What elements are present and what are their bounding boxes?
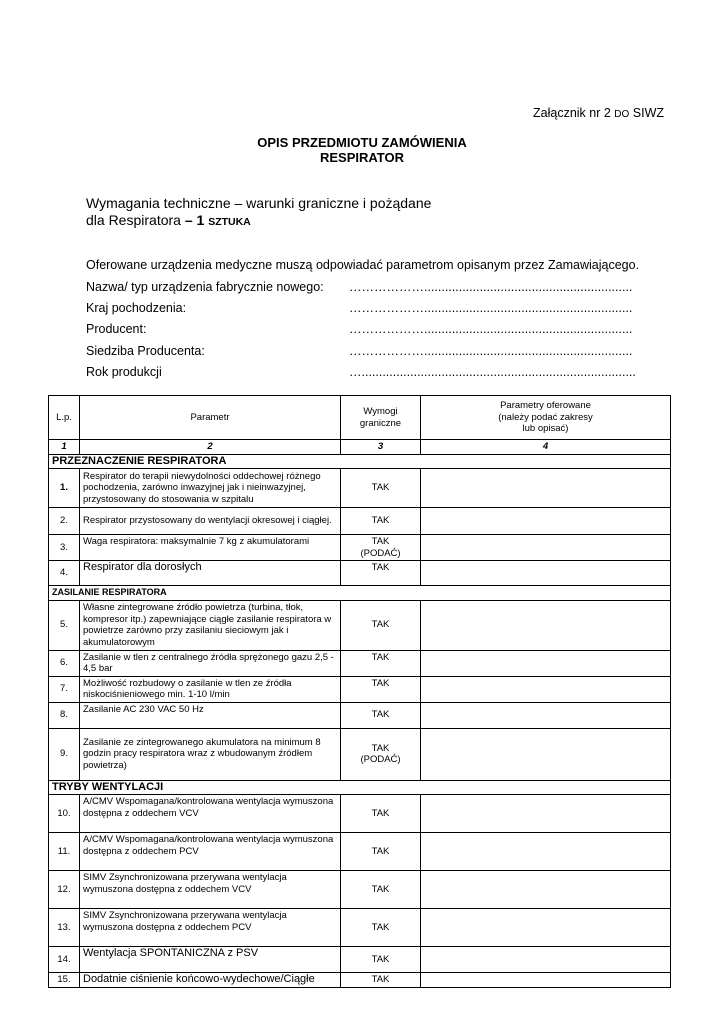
row-limit (341, 650, 421, 676)
row-limit (341, 871, 421, 909)
row-limit-value: TAK (371, 562, 390, 573)
row-limit (341, 909, 421, 947)
table-header-row (49, 396, 671, 440)
row-limit (341, 600, 421, 650)
row-limit-note: (PODAĆ) (360, 754, 401, 765)
row-lp: 12. (49, 871, 80, 909)
row-limit (341, 973, 421, 988)
row-limit (341, 833, 421, 871)
col-number-4: 4 (421, 440, 671, 455)
row-limit (341, 702, 421, 728)
row-limit (341, 676, 421, 702)
row-limit-value: TAK (371, 974, 390, 986)
row-lp: 11. (49, 833, 80, 871)
row-limit-value: TAK (371, 883, 390, 895)
row-offered-cell[interactable] (421, 973, 671, 988)
table-row (49, 600, 671, 650)
annex-do: DO (614, 109, 630, 120)
row-limit-value: TAK (371, 807, 390, 819)
row-lp: 6. (49, 650, 80, 676)
header-lp: L.p. (49, 396, 80, 440)
row-limit-note: (PODAĆ) (360, 547, 401, 559)
row-limit-value: TAK (371, 619, 390, 631)
row-limit-value: TAK (371, 677, 390, 689)
row-limit (341, 728, 421, 780)
row-param: Respirator do terapii niewydolności oddechowej różnego pochodzenia, zarówno inwazyjnej jak i nieinwazyjnej, przystosowany do stosowania w szpitalu (80, 469, 341, 508)
row-param: Respirator dla dorosłych (80, 561, 341, 586)
row-offered-cell[interactable] (421, 535, 671, 561)
specification-table (48, 395, 671, 988)
row-param: Zasilanie AC 230 VAC 50 Hz (80, 702, 341, 728)
row-lp: 13. (49, 909, 80, 947)
row-lp: 9. (49, 728, 80, 780)
table-row (49, 909, 671, 947)
table-row (49, 508, 671, 535)
row-lp: 3. (49, 535, 80, 561)
row-offered-cell[interactable] (421, 909, 671, 947)
row-limit (341, 561, 421, 586)
row-offered-cell[interactable] (421, 833, 671, 871)
table-row (49, 795, 671, 833)
section-row (49, 454, 671, 469)
field-label-name-type: Nazwa/ typ urządzenia fabrycznie nowego: (86, 280, 324, 294)
row-offered-cell[interactable] (421, 702, 671, 728)
row-param: Zasilanie w tlen z centralnego źródła sprężonego gazu 2,5 - 4,5 bar (80, 650, 341, 676)
section-title: TRYBY WENTYLACJI (49, 780, 671, 795)
row-limit-value: TAK (371, 651, 390, 663)
row-limit-value: TAK (371, 482, 390, 494)
row-limit-value: TAK (371, 536, 390, 547)
annex-suffix: SIWZ (629, 106, 664, 120)
requirements-heading (86, 195, 431, 231)
section-row (49, 586, 671, 601)
row-offered-cell[interactable] (421, 795, 671, 833)
row-param: A/CMV Wspomagana/kontrolowana wentylacja wymuszona dostępna z oddechem PCV (80, 833, 341, 871)
row-lp: 8. (49, 702, 80, 728)
offer-statement: Oferowane urządzenia medyczne muszą odpowiadać parametrom opisanym przez Zamawiającego. (86, 258, 640, 272)
requirements-line-2-prefix: dla Respiratora (86, 212, 185, 228)
row-lp: 5. (49, 600, 80, 650)
row-param: A/CMV Wspomagana/kontrolowana wentylacja wymuszona dostępna z oddechem VCV (80, 795, 341, 833)
table-row (49, 973, 671, 988)
table-row (49, 728, 671, 780)
document-title (0, 135, 724, 165)
row-offered-cell[interactable] (421, 508, 671, 535)
field-label-producer-seat: Siedziba Producenta: (86, 344, 205, 358)
row-param: Możliwość rozbudowy o zasilanie w tlen ze źródła niskociśnieniowego min. 1-10 l/min (80, 676, 341, 702)
row-limit-value: TAK (371, 515, 390, 527)
row-offered-cell[interactable] (421, 871, 671, 909)
row-offered-cell[interactable] (421, 600, 671, 650)
col-number-3: 3 (341, 440, 421, 455)
table-row (49, 871, 671, 909)
field-dots-producer[interactable]: ………………............................................................ (349, 322, 633, 336)
row-param: Wentylacja SPONTANICZNA z PSV (80, 947, 341, 973)
row-param: SIMV Zsynchronizowana przerywana wentylacja wymuszona dostępna z oddechem PCV (80, 909, 341, 947)
header-limit: Wymogi graniczne (341, 396, 421, 440)
requirements-line-2 (86, 212, 431, 231)
row-offered-cell[interactable] (421, 728, 671, 780)
field-dots-producer-seat[interactable]: ………………............................................................ (349, 344, 633, 358)
requirements-line-1: Wymagania techniczne – warunki graniczne i pożądane (86, 195, 432, 211)
section-row (49, 780, 671, 795)
row-offered-cell[interactable] (421, 947, 671, 973)
table-row (49, 833, 671, 871)
row-lp: 2. (49, 508, 80, 535)
header-offered-line-2: (należy podać zakresy (498, 411, 593, 423)
field-dots-name-type[interactable]: ………………............................................................ (349, 280, 633, 294)
row-lp: 4. (49, 561, 80, 586)
requirements-quantity: – 1 (184, 212, 209, 228)
header-offered-line-3: lub opisać) (522, 423, 569, 435)
table-row (49, 676, 671, 702)
field-label-country: Kraj pochodzenia: (86, 301, 187, 315)
section-title: ZASILANIE RESPIRATORA (49, 586, 671, 601)
row-lp: 7. (49, 676, 80, 702)
header-offered-line-1: Parametry oferowane (500, 400, 591, 412)
table-row (49, 650, 671, 676)
row-limit (341, 508, 421, 535)
row-limit-value: TAK (371, 953, 390, 965)
field-label-production-year: Rok produkcji (86, 365, 162, 379)
column-number-row (49, 440, 671, 455)
row-param: Zasilanie ze zintegrowanego akumulatora na minimum 8 godzin pracy respiratora wraz z wbudowanym źródłem powietrza) (80, 728, 341, 780)
row-limit-value: TAK (371, 921, 390, 933)
row-param: Waga respiratora: maksymalnie 7 kg z akumulatorami (80, 535, 341, 561)
row-param: Własne zintegrowane źródło powietrza (turbina, tłok, kompresor itp.) zapewniające ciągłe zasilanie respiratora w powietrze zarówno przy zasilaniu sieciowym jak i akumulatorowym (80, 600, 341, 650)
row-lp: 14. (49, 947, 80, 973)
row-lp: 15. (49, 973, 80, 988)
row-offered-cell[interactable] (421, 650, 671, 676)
row-limit-value: TAK (371, 709, 390, 721)
annex-label (533, 106, 664, 120)
table-row (49, 702, 671, 728)
requirements-unit: SZTUKA (208, 216, 251, 228)
row-offered-cell[interactable] (421, 676, 671, 702)
row-lp: 10. (49, 795, 80, 833)
row-limit (341, 795, 421, 833)
table-row (49, 947, 671, 973)
title-line-1: OPIS PRZEDMIOTU ZAMÓWIENIA (257, 135, 467, 150)
row-limit (341, 947, 421, 973)
col-number-1: 1 (49, 440, 80, 455)
table-row (49, 469, 671, 508)
field-dots-country[interactable]: ………………............................................................ (349, 301, 633, 315)
row-limit-value: TAK (371, 845, 390, 857)
row-lp: 1. (49, 469, 80, 508)
row-limit (341, 469, 421, 508)
section-title: PRZEZNACZENIE RESPIRATORA (49, 454, 671, 469)
row-param: SIMV Zsynchronizowana przerywana wentylacja wymuszona dostępna z oddechem VCV (80, 871, 341, 909)
row-offered-cell[interactable] (421, 561, 671, 586)
col-number-2: 2 (80, 440, 341, 455)
title-line-2: RESPIRATOR (319, 150, 405, 165)
annex-prefix: Załącznik nr 2 (533, 106, 615, 120)
row-offered-cell[interactable] (421, 469, 671, 508)
table-row (49, 535, 671, 561)
header-param: Parametr (80, 396, 341, 440)
header-offered (421, 396, 671, 440)
field-label-producer: Producent: (86, 322, 147, 336)
row-limit (341, 535, 421, 561)
table-row (49, 561, 671, 586)
row-param: Dodatnie ciśnienie końcowo-wydechowe/Ciągłe (80, 973, 341, 988)
row-param: Respirator przystosowany do wentylacji okresowej i ciągłej. (80, 508, 341, 535)
row-limit-value: TAK (371, 742, 390, 754)
field-dots-production-year[interactable]: …............................................................................... (349, 365, 636, 379)
